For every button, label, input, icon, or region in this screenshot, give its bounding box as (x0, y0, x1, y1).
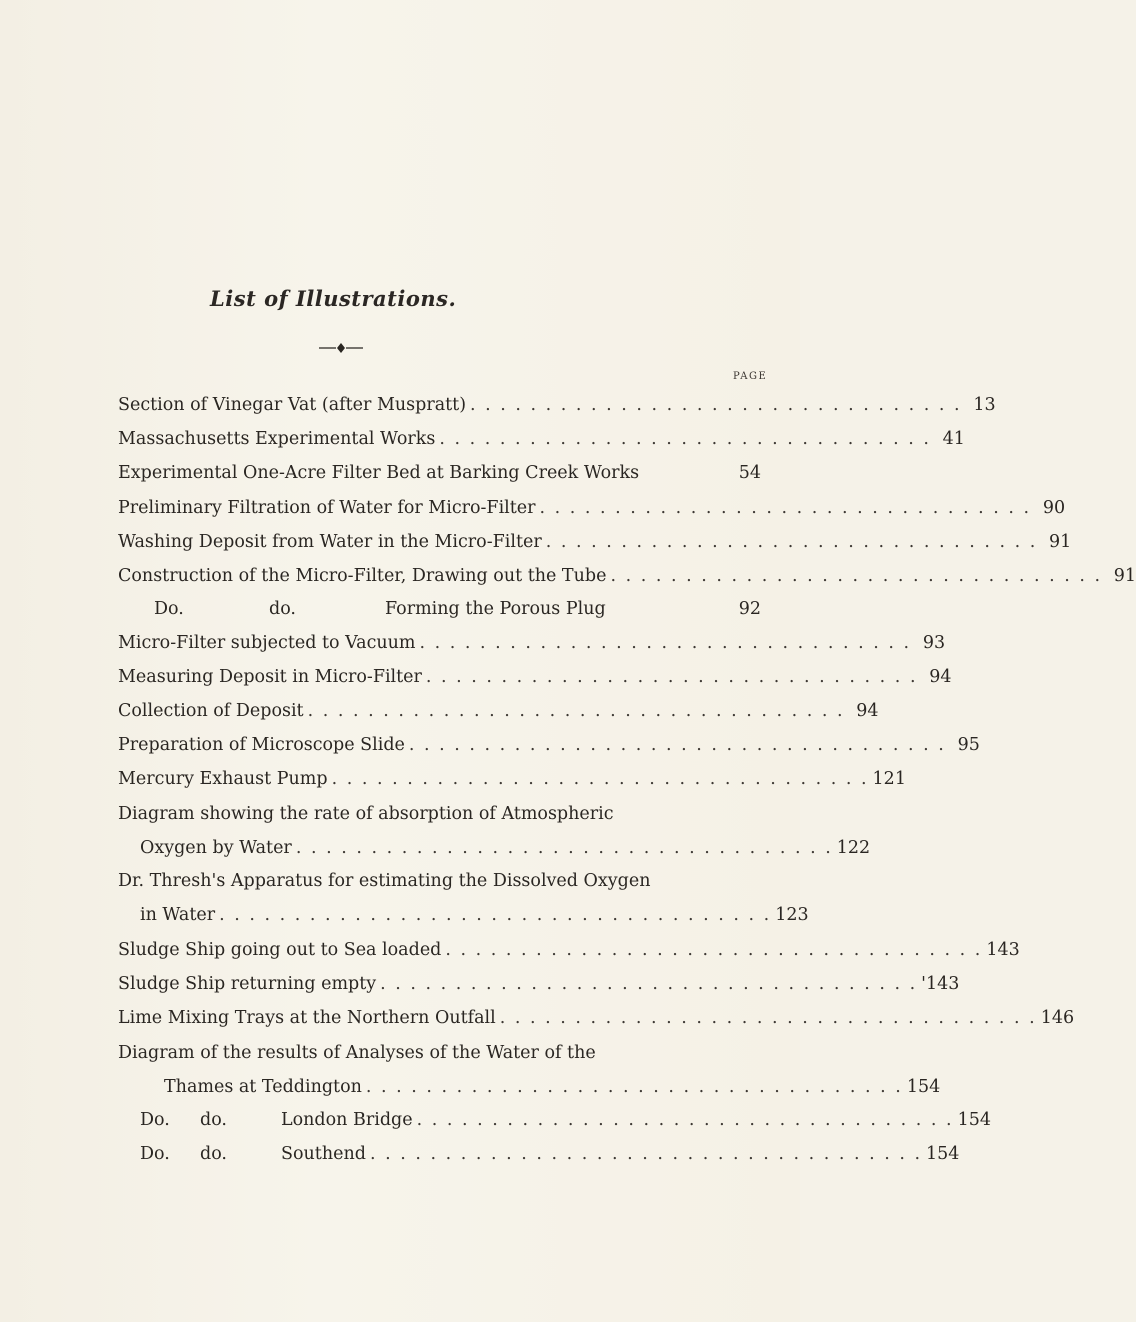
list-item (118, 496, 1066, 520)
entry-page: 94 (929, 667, 952, 687)
entry-page: '143 (921, 974, 960, 994)
dot-leader: . . . . . . . . . . . . . . . . . . . . . . . . . . . . . . . . . . . . (331, 769, 869, 789)
dot-leader: . . . . . . . . . . . . . . . . . . . . . . . . . . . . . . . . . (545, 532, 1038, 552)
dot-leader: . . . . . . . . . . . . . . . . . . . . . . . . . . . . . . . . . . . . (307, 701, 845, 721)
ditto-do: Do. (140, 1144, 170, 1164)
ditto-do-lower: do. (269, 599, 296, 619)
entry-title: Forming the Porous Plug (385, 599, 606, 619)
dot-leader: . . . . . . . . . . . . . . . . . . . . . . . . . . . . . . . . . (539, 498, 1032, 518)
entry-title-line2: in Water (140, 905, 216, 925)
entry-title: Southend (281, 1144, 366, 1164)
entry-title-line1: Diagram of the results of Analyses of the Water of the (118, 1043, 596, 1063)
ditto-do: Do. (154, 599, 184, 619)
entry-page: 90 (1042, 498, 1066, 518)
entry-page: 13 (973, 395, 996, 415)
entry-title-line1: Diagram showing the rate of absorption of Atmospheric (118, 804, 614, 824)
list-item (118, 733, 980, 757)
entry-title: Sludge Ship going out to Sea loaded (118, 940, 442, 960)
list-item (118, 1108, 991, 1132)
list-item (118, 972, 960, 996)
entry-page: 93 (922, 633, 946, 653)
list-item (118, 1006, 1075, 1030)
ditto-do-lower: do. (200, 1144, 227, 1164)
list-item (118, 665, 952, 689)
dot-leader: . . . . . . . . . . . . . . . . . . . . . . . . . . . . . . . . . . . . (365, 1077, 903, 1097)
dot-leader: . . . . . . . . . . . . . . . . . . . . . . . . . . . . . . . . . (419, 633, 912, 653)
entry-title: Construction of the Micro-Filter, Drawing out the Tube (118, 566, 607, 586)
dot-leader: . . . . . . . . . . . . . . . . . . . . . . . . . . . . . . . . . (610, 566, 1103, 586)
list-item (118, 393, 996, 417)
entry-page: 92 (738, 599, 761, 619)
entry-page: 121 (872, 769, 906, 789)
entry-page: 143 (986, 940, 1020, 960)
entry-title: London Bridge (281, 1110, 413, 1130)
ditto-do-lower: do. (200, 1110, 227, 1130)
entry-page: 123 (775, 905, 809, 925)
entry-title: Section of Vinegar Vat (after Muspratt) (118, 395, 467, 415)
list-item (118, 564, 1136, 588)
entry-title: Lime Mixing Trays at the Northern Outfall (118, 1008, 496, 1028)
ditto-do: Do. (140, 1110, 170, 1130)
list-item (118, 938, 1020, 962)
entry-page: 122 (836, 838, 871, 858)
entry-page: 91 (1049, 532, 1072, 552)
list-item (118, 767, 906, 791)
entry-title: Washing Deposit from Water in the Micro-Filter (118, 532, 542, 552)
entry-title: Experimental One-Acre Filter Bed at Barking Creek Works (118, 463, 640, 483)
dot-leader: . . . . . . . . . . . . . . . . . . . . . . . . . . . . . . . . . (425, 667, 918, 687)
entry-title: Massachusetts Experimental Works (118, 429, 436, 449)
entry-page: 91 (1113, 566, 1136, 586)
entry-title: Measuring Deposit in Micro-Filter (118, 667, 422, 687)
entry-title: Sludge Ship returning empty (118, 974, 377, 994)
entry-title-line2: Thames at Teddington (164, 1077, 362, 1097)
entry-title-line2: Oxygen by Water (140, 838, 292, 858)
list-item (118, 631, 946, 655)
entry-title: Preparation of Microscope Slide (118, 735, 405, 755)
list-item (118, 699, 879, 723)
list-item (118, 427, 965, 451)
entry-title: Micro-Filter subjected to Vacuum (118, 633, 416, 653)
entry-page: 94 (856, 701, 879, 721)
page-column-header: PAGE (733, 371, 768, 382)
dot-leader: . . . . . . . . . . . . . . . . . . . . . . . . . . . . . . . . . . . . (380, 974, 918, 994)
entry-page: 154 (957, 1110, 991, 1130)
list-item (118, 461, 761, 485)
entry-page: 41 (942, 429, 965, 449)
dot-leader: . . . . . . . . . . . . . . . . . . . . . . . . . . . . . . . . . . . . (295, 838, 833, 858)
list-item (118, 530, 1072, 554)
list-item (118, 597, 761, 621)
list-item (118, 869, 809, 925)
entry-title: Mercury Exhaust Pump (118, 769, 328, 789)
list-item (118, 1142, 960, 1166)
entry-title: Preliminary Filtration of Water for Micro-Filter (118, 498, 536, 518)
dot-leader: . . . . . . . . . . . . . . . . . . . . . . . . . . . . . . . . . . . . (499, 1008, 1037, 1028)
dot-leader: . . . . . . . . . . . . . . . . . . . . . . . . . . . . . . . . . (439, 429, 931, 449)
entry-title: Collection of Deposit (118, 701, 304, 721)
list-item (118, 802, 871, 858)
entry-page: 95 (957, 735, 980, 755)
entry-title-line1: Dr. Thresh's Apparatus for estimating the Dissolved Oxygen (118, 871, 651, 891)
entry-page: 154 (926, 1144, 960, 1164)
dot-leader: . . . . . . . . . . . . . . . . . . . . . . . . . . . . . . . . . . . . (445, 940, 983, 960)
dot-leader: . . . . . . . . . . . . . . . . . . . . . . . . . . . . . . . . . . . . (408, 735, 946, 755)
dot-leader: . . . . . . . . . . . . . . . . . . . . . . . . . . . . . . . . . . . . . (219, 905, 772, 925)
dot-leader: . . . . . . . . . . . . . . . . . . . . . . . . . . . . . . . . . . . . (416, 1110, 954, 1130)
page-title: List of Illustrations. (210, 286, 457, 311)
dot-leader: . . . . . . . . . . . . . . . . . . . . . . . . . . . . . . . . . . . . . (369, 1144, 923, 1164)
list-item (118, 1041, 941, 1097)
entry-page: 146 (1040, 1008, 1075, 1028)
entry-page: 54 (738, 463, 761, 483)
dot-leader: . . . . . . . . . . . . . . . . . . . . . . . . . . . . . . . . . (470, 395, 962, 415)
entry-page: 154 (906, 1077, 941, 1097)
